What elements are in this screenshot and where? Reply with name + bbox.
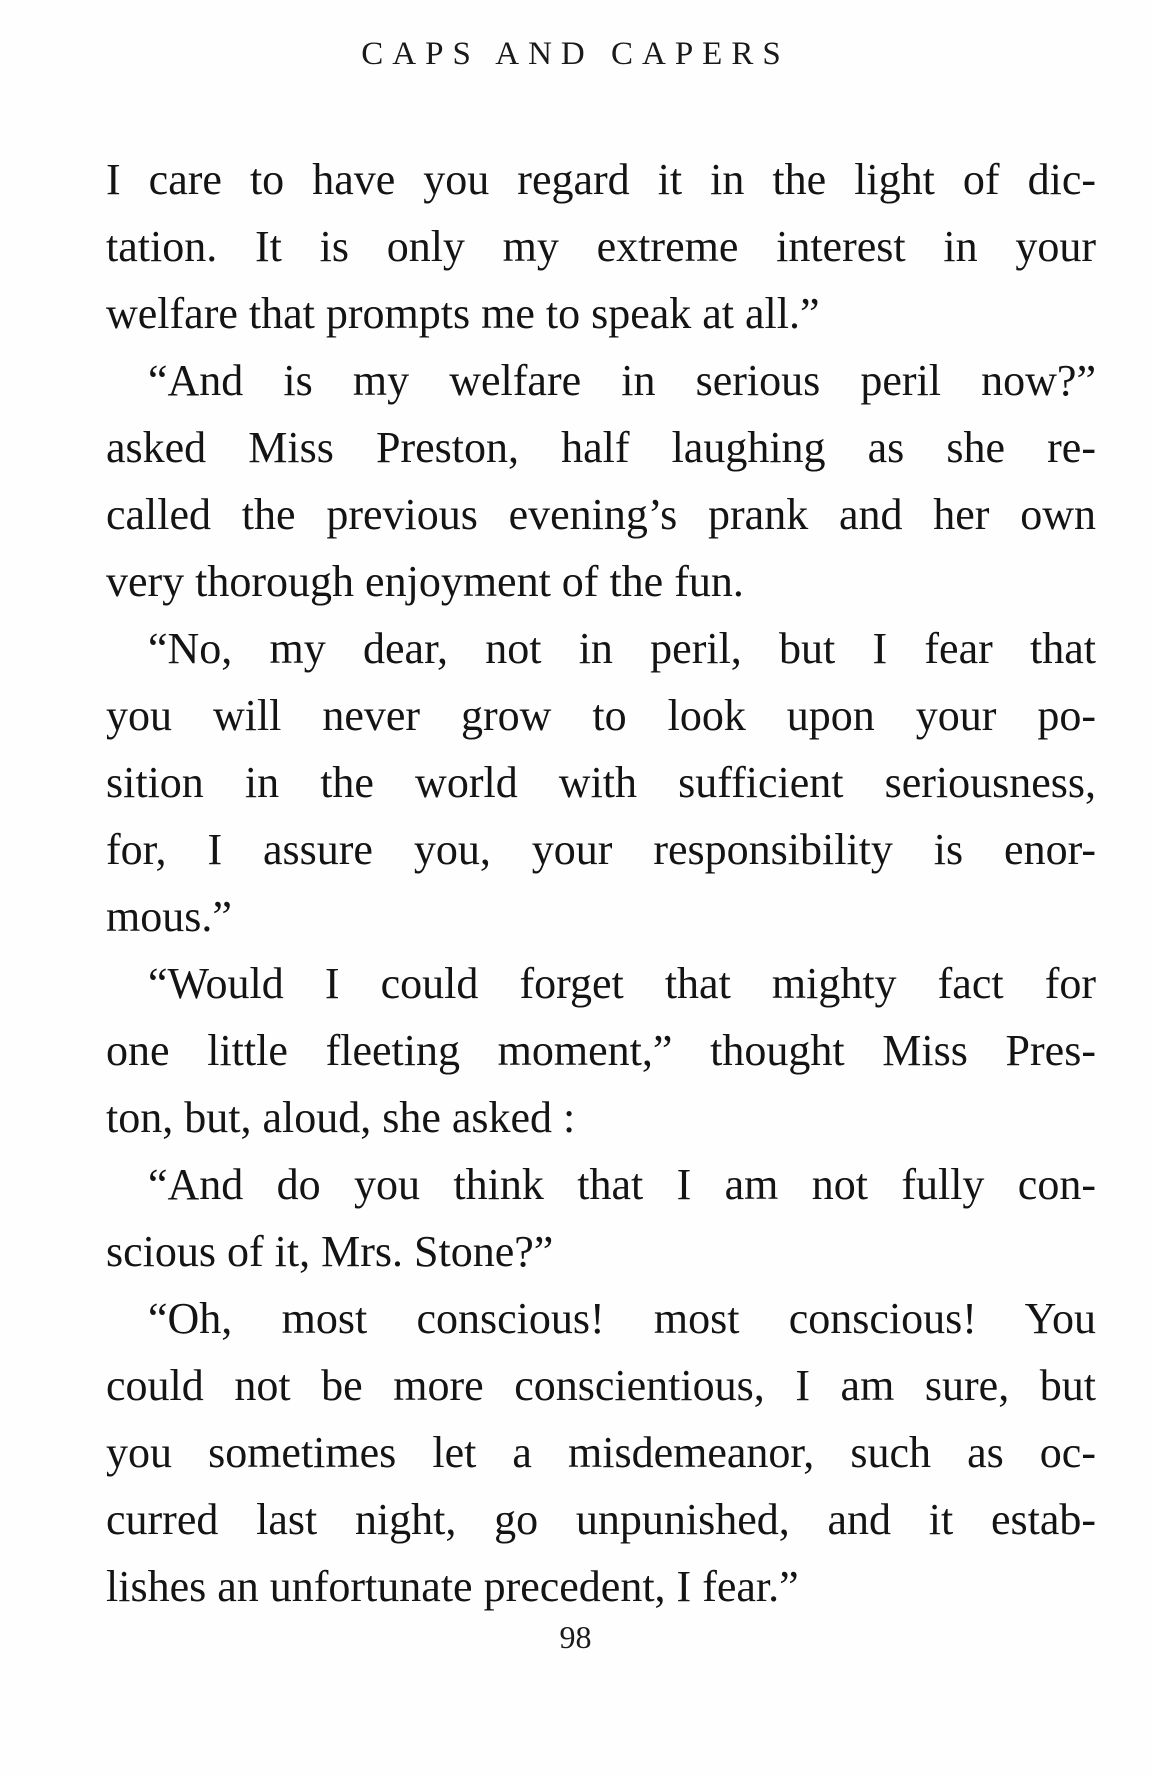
- text-line: I care to have you regard it in the light of dic-: [106, 155, 1096, 204]
- text-line: for, I assure you, your responsibility is enor-: [106, 825, 1096, 874]
- text-line: scious of it, Mrs. Stone?”: [106, 1227, 554, 1276]
- text-line: asked Miss Preston, half laughing as she re-: [106, 423, 1096, 472]
- running-title: CAPS AND CAPERS: [361, 36, 790, 72]
- text-line: “And do you think that I am not fully con-: [148, 1160, 1096, 1209]
- text-line: one little fleeting moment,” thought Miss Pres-: [106, 1026, 1096, 1075]
- text-line: lishes an unfortunate precedent, I fear.”: [106, 1562, 799, 1611]
- text-line: you sometimes let a misdemeanor, such as oc-: [106, 1428, 1096, 1477]
- text-line: welfare that prompts me to speak at all.”: [106, 289, 820, 338]
- text-line: mous.”: [106, 892, 232, 941]
- paragraph: [106, 950, 1096, 1151]
- text-line: “No, my dear, not in peril, but I fear that: [148, 624, 1096, 673]
- text-line: “Would I could forget that mighty fact for: [148, 959, 1096, 1008]
- text-line: “Oh, most conscious! most conscious! You: [148, 1294, 1096, 1343]
- text-line: curred last night, go unpunished, and it estab-: [106, 1495, 1096, 1544]
- paragraph: [106, 1285, 1096, 1620]
- paragraph: [106, 1151, 1096, 1285]
- text-line: very thorough enjoyment of the fun.: [106, 557, 744, 606]
- text-line: called the previous evening’s prank and her own: [106, 490, 1096, 539]
- text-line: sition in the world with sufficient seriousness,: [106, 758, 1096, 807]
- paragraph: [106, 615, 1096, 950]
- text-line: you will never grow to look upon your po-: [106, 691, 1096, 740]
- text-line: could not be more conscientious, I am sure, but: [106, 1361, 1096, 1410]
- text-line: tation. It is only my extreme interest in your: [106, 222, 1096, 271]
- body-text: [106, 146, 1096, 1620]
- paragraph: [106, 347, 1096, 615]
- text-line: “And is my welfare in serious peril now?”: [148, 356, 1096, 405]
- text-line: ton, but, aloud, she asked :: [106, 1093, 576, 1142]
- page-number: 98: [559, 1619, 592, 1655]
- paragraph: [106, 146, 1096, 347]
